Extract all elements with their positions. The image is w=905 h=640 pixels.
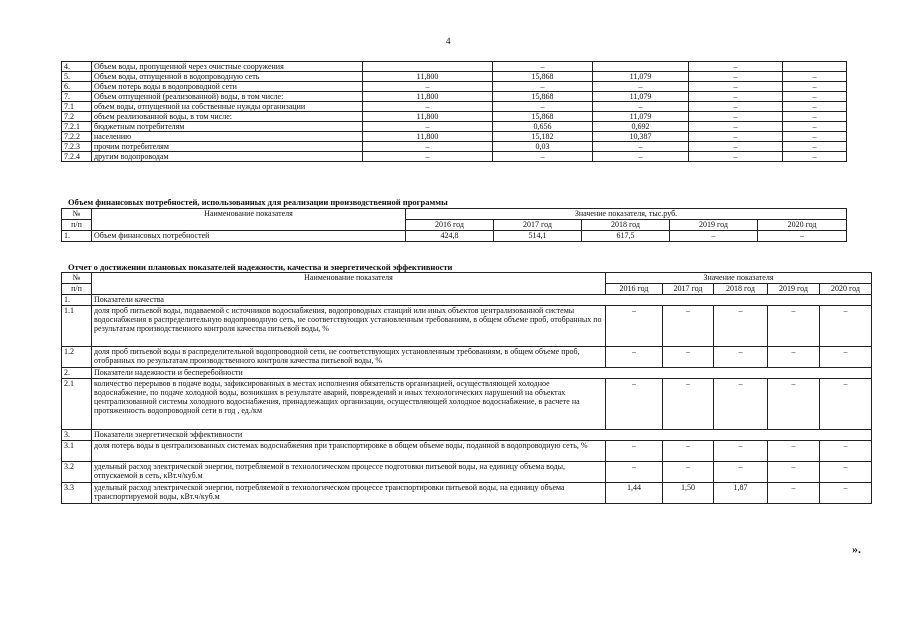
table-row (62, 132, 847, 142)
row-value: – (783, 122, 847, 132)
header-year: 2017 год (494, 220, 582, 231)
row-name: населению (92, 132, 363, 142)
row-num: 7.2.2 (62, 132, 92, 142)
row-value: – (820, 347, 872, 368)
row-value: – (670, 231, 758, 242)
row-value: – (663, 462, 714, 483)
section-name: Показатели энергетической эффективности (92, 430, 872, 441)
row-value: – (820, 441, 872, 462)
header-year: 2018 год (714, 284, 768, 295)
section-name: Показатели надежности и бесперебойности (92, 368, 872, 379)
row-value: 424,8 (406, 231, 494, 242)
row-value: – (363, 142, 493, 152)
table-row (62, 92, 847, 102)
row-value: – (689, 92, 783, 102)
row-value: 1,50 (663, 483, 714, 504)
row-value: – (493, 62, 593, 72)
row-value: – (820, 306, 872, 347)
row-value: – (783, 112, 847, 122)
row-value: – (606, 441, 663, 462)
row-name: Объем воды, пропущенной через очистные сооружения (92, 62, 363, 72)
water-volume-table-body (62, 62, 847, 162)
header-year: 2020 год (820, 284, 872, 295)
row-value: 11,079 (593, 72, 689, 82)
row-value: – (606, 462, 663, 483)
row-value: 15,868 (493, 72, 593, 82)
header-num: № (62, 273, 92, 284)
header-year: 2020 год (758, 220, 847, 231)
row-value: – (606, 379, 663, 430)
row-value: – (363, 82, 493, 92)
row-name: доля потерь воды в централизованных системах водоснабжения при транспортировке в общем объеме воды, поданной в водопроводную сеть, % (92, 441, 606, 462)
row-value: – (820, 379, 872, 430)
header-year: 2018 год (582, 220, 670, 231)
row-value: 1,44 (606, 483, 663, 504)
row-value: – (820, 462, 872, 483)
row-value: 15,868 (493, 92, 593, 102)
header-year: 2019 год (768, 284, 820, 295)
row-num: 1. (62, 231, 92, 242)
row-num: 2. (62, 368, 92, 379)
table-row (62, 152, 847, 162)
row-name: количество перерывов в подаче воды, зафиксированных в местах исполнения обязательств организацией, осуществляющей холодное водоснабжение, по подаче холодной воды, возникших в результате аварий, повреждений и иных технологических нарушений на объектах централизованной системы холодного водоснабжения, принадлежащих организации, осуществляющей холодное водоснабжение, в расчете на протяженность водопроводной сети в год , ед./км (92, 379, 606, 430)
row-num: 1.2 (62, 347, 92, 368)
header-year: 2017 год (663, 284, 714, 295)
row-value: 11,800 (363, 72, 493, 82)
row-value: 11,800 (363, 112, 493, 122)
header-num-2: п/п (62, 284, 92, 295)
row-value: – (493, 152, 593, 162)
row-num: 3.1 (62, 441, 92, 462)
row-name: удельный расход электрической энергии, потребляемой в технологическом процессе транспортировки питьевой воды, на единицу объема транспортируемой воды, кВт.ч/куб.м (92, 483, 606, 504)
row-value: 1,87 (714, 483, 768, 504)
row-value: 15,182 (493, 132, 593, 142)
row-value: – (663, 306, 714, 347)
row-value: – (768, 462, 820, 483)
row-value: – (820, 483, 872, 504)
row-num: 4. (62, 62, 92, 72)
header-value: Значение показателя (606, 273, 872, 284)
row-num: 7.2.3 (62, 142, 92, 152)
row-num: 7.2 (62, 112, 92, 122)
table-row (62, 72, 847, 82)
row-value: 0,03 (493, 142, 593, 152)
header-year: 2019 год (670, 220, 758, 231)
table-row (62, 347, 872, 368)
section-row (62, 368, 872, 379)
row-name: прочим потребителям (92, 142, 363, 152)
row-num: 2.1 (62, 379, 92, 430)
row-value: 11,800 (363, 132, 493, 142)
row-value: – (363, 102, 493, 112)
row-num: 3. (62, 430, 92, 441)
row-value: – (689, 82, 783, 92)
financial-needs-table (61, 208, 847, 242)
section-name: Показатели качества (92, 295, 872, 306)
row-name: доля проб питьевой воды в распределительной водопроводной сети, не соответствующих установленным требованиям, в общем объеме проб, отобранных по результатам производственного контроля качества питьевой воды, % (92, 347, 606, 368)
row-value: 617,5 (582, 231, 670, 242)
row-value: – (689, 152, 783, 162)
row-value: – (493, 102, 593, 112)
section-row (62, 430, 872, 441)
closing-quote-mark: ». (852, 542, 861, 556)
header-num-2: п/п (62, 220, 92, 231)
indicators-report-table-body (62, 273, 872, 504)
row-num: 7.1 (62, 102, 92, 112)
row-value: – (783, 132, 847, 142)
row-value: – (783, 102, 847, 112)
row-value: – (689, 72, 783, 82)
table-row (62, 122, 847, 132)
table-row (62, 62, 847, 72)
row-value: – (758, 231, 847, 242)
indicators-report-title: Отчет о достижении плановых показателей надежности, качества и энергетической эффективности (68, 262, 453, 272)
row-value: 10,387 (593, 132, 689, 142)
row-value: 514,1 (494, 231, 582, 242)
row-value: – (663, 441, 714, 462)
row-value: – (363, 122, 493, 132)
row-value: – (689, 132, 783, 142)
table-row (62, 483, 872, 504)
row-value: – (663, 379, 714, 430)
row-value (363, 62, 493, 72)
row-name: удельный расход электрической энергии, потребляемой в технологическом процессе подготовки питьевой воды, на единицу объема воды, отпускаемой в сеть, кВт.ч/куб.м (92, 462, 606, 483)
row-num: 6. (62, 82, 92, 92)
row-value: – (714, 379, 768, 430)
row-value: 15,868 (493, 112, 593, 122)
row-num: 1.1 (62, 306, 92, 347)
row-value: 11,079 (593, 112, 689, 122)
row-name: доля проб питьевой воды, подаваемой с источников водоснабжения, водопроводных станций или иных объектов централизованной системы водоснабжения в распределительную водопроводную сеть, не соответствующих установленным требованиям, в общем объеме проб, отобранных по результатам производственного контроля качества питьевой воды, % (92, 306, 606, 347)
row-name: Объем воды, отпущенной в водопроводную сеть (92, 72, 363, 82)
row-value: – (689, 122, 783, 132)
row-value: – (606, 306, 663, 347)
row-value: – (689, 112, 783, 122)
row-num: 1. (62, 295, 92, 306)
row-value: – (714, 441, 768, 462)
table-row (62, 231, 847, 242)
row-num: 3.3 (62, 483, 92, 504)
row-num: 7.2.4 (62, 152, 92, 162)
table-row (62, 462, 872, 483)
financial-needs-title: Объем финансовых потребностей, использованных для реализации производственной программы (68, 197, 448, 207)
row-value: – (768, 347, 820, 368)
section-row (62, 295, 872, 306)
table-row (62, 142, 847, 152)
table-row (62, 112, 847, 122)
water-volume-table (61, 61, 847, 162)
row-num: 3.2 (62, 462, 92, 483)
header-name: Наименование показателя (92, 209, 406, 231)
row-value: – (768, 379, 820, 430)
header-value: Значение показателя, тыс.руб. (406, 209, 847, 220)
row-value: – (689, 142, 783, 152)
row-value (783, 62, 847, 72)
table-row (62, 306, 872, 347)
row-value: – (593, 152, 689, 162)
row-value: – (363, 152, 493, 162)
row-name: Объем финансовых потребностей (92, 231, 406, 242)
table-row (62, 441, 872, 462)
row-value: – (783, 82, 847, 92)
table-row (62, 379, 872, 430)
row-value: – (493, 82, 593, 92)
row-value: – (783, 152, 847, 162)
row-value: – (689, 62, 783, 72)
row-name: бюджетным потребителям (92, 122, 363, 132)
table-header-row (62, 209, 847, 220)
row-value: – (593, 82, 689, 92)
row-value: – (783, 72, 847, 82)
row-value: – (783, 142, 847, 152)
table-row (62, 82, 847, 92)
row-value: 0,656 (493, 122, 593, 132)
header-num: № (62, 209, 92, 220)
header-year: 2016 год (406, 220, 494, 231)
row-name: Объем отпущенной (реализованной) воды, в том числе: (92, 92, 363, 102)
row-value: – (768, 483, 820, 504)
row-value: 11,800 (363, 92, 493, 102)
row-value: – (783, 92, 847, 102)
row-name: объем воды, отпущенной на собственные нужды организации (92, 102, 363, 112)
row-value: – (768, 441, 820, 462)
indicators-report-table (61, 272, 872, 504)
page-number: 4 (446, 36, 451, 46)
row-value: – (593, 102, 689, 112)
row-value: – (768, 306, 820, 347)
row-value: – (606, 347, 663, 368)
row-name: Объем потерь воды в водопроводной сети (92, 82, 363, 92)
row-value (593, 62, 689, 72)
row-num: 7. (62, 92, 92, 102)
row-name: объем реализованной воды, в том числе: (92, 112, 363, 122)
row-value: 11,079 (593, 92, 689, 102)
row-num: 7.2.1 (62, 122, 92, 132)
row-value: – (663, 347, 714, 368)
row-value: – (714, 347, 768, 368)
row-value: – (593, 142, 689, 152)
row-value: – (689, 102, 783, 112)
row-value: – (714, 306, 768, 347)
table-header-row (62, 273, 872, 284)
row-num: 5. (62, 72, 92, 82)
header-year: 2016 год (606, 284, 663, 295)
header-name: Наименование показателя (92, 273, 606, 295)
row-value: 0,692 (593, 122, 689, 132)
table-row (62, 102, 847, 112)
row-value: – (714, 462, 768, 483)
row-name: другим водопроводам (92, 152, 363, 162)
